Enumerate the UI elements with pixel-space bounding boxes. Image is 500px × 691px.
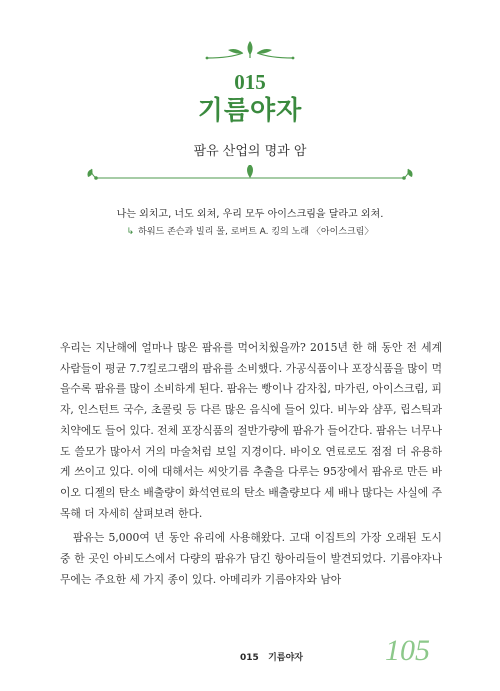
body-text — [60, 338, 442, 590]
body-paragraph: 팜유는 5,000여 년 동안 유리에 사용해왔다. 고대 이집트의 가장 오래된 도시 중 한 곳인 아비도스에서 다량의 팜유가 담긴 항아리들이 발견되었다. 기름야자나무에는 주요한 세 가지 종이 있다. 아메리카 기름야자와 남아 — [60, 531, 442, 586]
divider-vine-ornament — [0, 165, 500, 191]
body-paragraph: 우리는 지난해에 얼마나 많은 팜유를 먹어치웠을까? 2015년 한 해 동안 전 세계 사람들이 평균 7.7킬로그램의 팜유를 소비했다. 가공식품이나 포장식품을 많이 먹을수록 팜유를 많이 소비하게 된다. 팜유는 빵이나 감자칩, 마가린, 아이스크림, 피자, 인스턴트 국수, 초콜릿 등 다른 많은 음식에 들어 있다. 비누와 샴푸, 립스틱과 치약에도 들어 있다. 전체 포장식품의 절반가량에 팜유가 들어간다. 팜유는 너무나도 쓸모가 많아서 거의 마술처럼 보일 지경이다. 바이오 연료로도 점점 더 유용하게 쓰이고 있다. 이에 대해서는 씨앗기름 추출을 다루는 95장에서 팜유로 만든 바이오 디젤의 탄소 배출량이 화석연료의 탄소 배출량보다 세 배나 많다는 사실에 주목해 더 자세히 살펴보려 한다. — [60, 341, 442, 520]
running-footer: 015 기름야자 — [240, 653, 303, 663]
epigraph-citation-text: 하워드 존슨과 빌리 몰, 로버트 A. 킹의 노래 〈아이스크림〉 — [138, 227, 374, 237]
chapter-number: 015 — [234, 70, 266, 94]
epigraph-quote: 나는 외치고, 너도 외쳐, 우리 모두 아이스크림을 달라고 외쳐. — [116, 209, 384, 220]
corner-arrow-icon: ↳ — [126, 227, 135, 237]
epigraph-citation — [0, 224, 500, 237]
top-leaf-ornament — [0, 38, 500, 68]
chapter-title: 기름야자 — [197, 96, 303, 126]
chapter-subtitle: 팜유 산업의 명과 암 — [193, 144, 307, 159]
page-number: 105 — [385, 634, 430, 667]
